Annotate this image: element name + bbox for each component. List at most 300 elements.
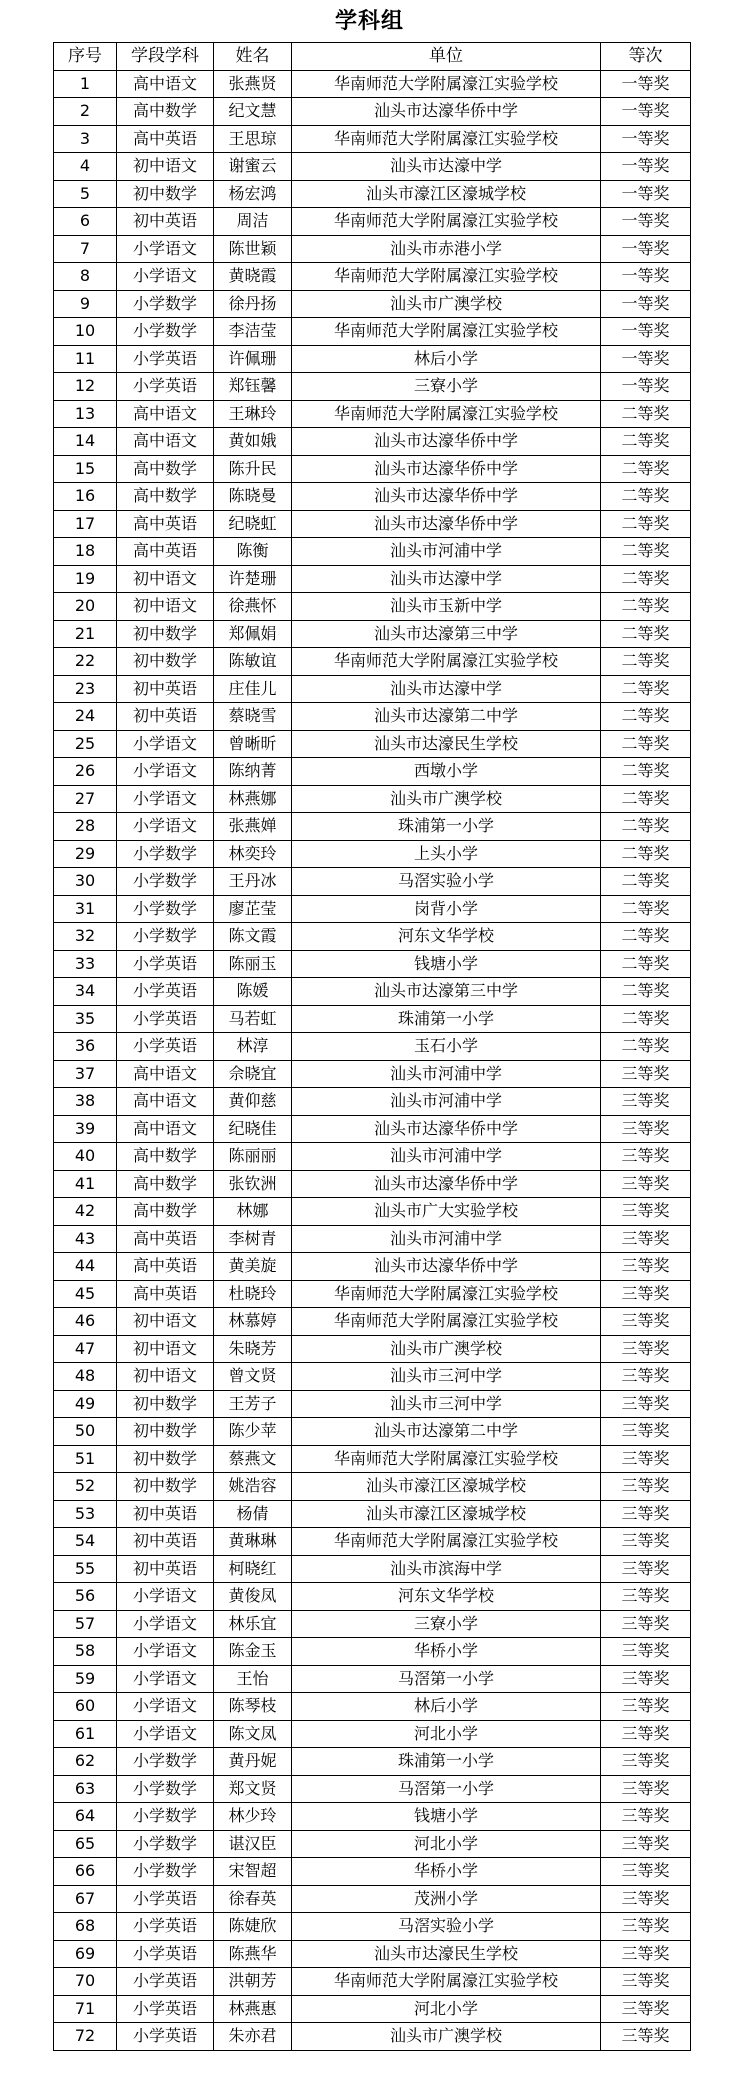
- cell-award: 三等奖: [601, 1830, 691, 1858]
- cell-name: 李洁莹: [214, 318, 292, 346]
- cell-school: 华南师范大学附属濠江实验学校: [292, 1308, 601, 1336]
- cell-school: 汕头市玉新中学: [292, 593, 601, 621]
- cell-school: 汕头市河浦中学: [292, 1060, 601, 1088]
- cell-award: 三等奖: [601, 1638, 691, 1666]
- cell-index: 30: [54, 868, 117, 896]
- table-row: [54, 1280, 691, 1308]
- cell-school: 珠浦第一小学: [292, 813, 601, 841]
- cell-index: 39: [54, 1115, 117, 1143]
- cell-school: 汕头市达濠第三中学: [292, 620, 601, 648]
- cell-name: 谌汉臣: [214, 1830, 292, 1858]
- cell-award: 三等奖: [601, 1363, 691, 1391]
- cell-name: 王思琼: [214, 125, 292, 153]
- cell-school: 汕头市达濠中学: [292, 153, 601, 181]
- cell-index: 49: [54, 1390, 117, 1418]
- cell-school: 汕头市三河中学: [292, 1390, 601, 1418]
- cell-subject: 小学英语: [117, 1005, 214, 1033]
- cell-award: 三等奖: [601, 1170, 691, 1198]
- cell-school: 钱塘小学: [292, 1803, 601, 1831]
- cell-award: 三等奖: [601, 1748, 691, 1776]
- cell-index: 33: [54, 950, 117, 978]
- cell-school: 汕头市达濠华侨中学: [292, 483, 601, 511]
- table-row: [54, 648, 691, 676]
- cell-school: 汕头市达濠华侨中学: [292, 1170, 601, 1198]
- table-row: [54, 1968, 691, 1996]
- cell-subject: 初中语文: [117, 153, 214, 181]
- cell-subject: 高中语文: [117, 1060, 214, 1088]
- cell-award: 三等奖: [601, 1390, 691, 1418]
- cell-subject: 初中数学: [117, 1445, 214, 1473]
- cell-index: 12: [54, 373, 117, 401]
- cell-award: 二等奖: [601, 565, 691, 593]
- cell-award: 二等奖: [601, 1033, 691, 1061]
- cell-index: 14: [54, 428, 117, 456]
- cell-school: 汕头市广澳学校: [292, 785, 601, 813]
- cell-subject: 小学英语: [117, 1968, 214, 1996]
- cell-award: 三等奖: [601, 1775, 691, 1803]
- cell-subject: 初中数学: [117, 1390, 214, 1418]
- cell-subject: 初中英语: [117, 675, 214, 703]
- cell-subject: 初中英语: [117, 208, 214, 236]
- cell-subject: 小学数学: [117, 923, 214, 951]
- cell-name: 陈丽玉: [214, 950, 292, 978]
- cell-name: 纪文慧: [214, 98, 292, 126]
- table-row: [54, 1143, 691, 1171]
- cell-school: 汕头市濠江区濠城学校: [292, 1473, 601, 1501]
- table-row: [54, 1693, 691, 1721]
- cell-award: 二等奖: [601, 895, 691, 923]
- cell-name: 林少玲: [214, 1803, 292, 1831]
- cell-school: 汕头市广澳学校: [292, 2023, 601, 2051]
- cell-award: 三等奖: [601, 1335, 691, 1363]
- cell-subject: 小学数学: [117, 290, 214, 318]
- table-row: [54, 400, 691, 428]
- cell-subject: 高中数学: [117, 1198, 214, 1226]
- cell-index: 45: [54, 1280, 117, 1308]
- cell-school: 马滘实验小学: [292, 1913, 601, 1941]
- cell-school: 汕头市达濠第三中学: [292, 978, 601, 1006]
- cell-school: 河东文华学校: [292, 923, 601, 951]
- table-row: [54, 1528, 691, 1556]
- cell-name: 纪晓虹: [214, 510, 292, 538]
- table-row: [54, 1115, 691, 1143]
- cell-school: 三寮小学: [292, 373, 601, 401]
- cell-index: 10: [54, 318, 117, 346]
- table-row: [54, 1555, 691, 1583]
- table-row: [54, 1995, 691, 2023]
- cell-award: 一等奖: [601, 373, 691, 401]
- cell-school: 汕头市赤港小学: [292, 235, 601, 263]
- cell-index: 40: [54, 1143, 117, 1171]
- cell-name: 朱亦君: [214, 2023, 292, 2051]
- cell-index: 18: [54, 538, 117, 566]
- cell-index: 9: [54, 290, 117, 318]
- cell-subject: 小学英语: [117, 2023, 214, 2051]
- cell-subject: 小学英语: [117, 1913, 214, 1941]
- cell-subject: 高中数学: [117, 1170, 214, 1198]
- cell-subject: 初中数学: [117, 180, 214, 208]
- cell-school: 汕头市达濠华侨中学: [292, 428, 601, 456]
- cell-school: 汕头市达濠民生学校: [292, 730, 601, 758]
- cell-award: 二等奖: [601, 483, 691, 511]
- cell-name: 许佩珊: [214, 345, 292, 373]
- cell-subject: 小学数学: [117, 1775, 214, 1803]
- cell-school: 西墩小学: [292, 758, 601, 786]
- cell-subject: 高中数学: [117, 455, 214, 483]
- cell-award: 三等奖: [601, 1143, 691, 1171]
- cell-award: 二等奖: [601, 978, 691, 1006]
- cell-award: 二等奖: [601, 510, 691, 538]
- cell-school: 华南师范大学附属濠江实验学校: [292, 1445, 601, 1473]
- cell-index: 52: [54, 1473, 117, 1501]
- cell-name: 姚浩容: [214, 1473, 292, 1501]
- cell-index: 59: [54, 1665, 117, 1693]
- cell-index: 24: [54, 703, 117, 731]
- cell-subject: 小学语文: [117, 235, 214, 263]
- cell-index: 38: [54, 1088, 117, 1116]
- cell-school: 汕头市达濠中学: [292, 675, 601, 703]
- header-name: 姓名: [214, 43, 292, 71]
- cell-subject: 初中数学: [117, 620, 214, 648]
- cell-name: 陈升民: [214, 455, 292, 483]
- cell-subject: 高中语文: [117, 1088, 214, 1116]
- cell-name: 林淳: [214, 1033, 292, 1061]
- cell-award: 三等奖: [601, 1115, 691, 1143]
- cell-award: 二等奖: [601, 400, 691, 428]
- cell-award: 二等奖: [601, 538, 691, 566]
- cell-name: 黄俊凤: [214, 1583, 292, 1611]
- cell-award: 三等奖: [601, 1665, 691, 1693]
- cell-index: 56: [54, 1583, 117, 1611]
- table-row: [54, 1225, 691, 1253]
- cell-name: 陈琴枝: [214, 1693, 292, 1721]
- cell-award: 二等奖: [601, 840, 691, 868]
- cell-school: 三寮小学: [292, 1610, 601, 1638]
- cell-name: 林乐宜: [214, 1610, 292, 1638]
- table-row: [54, 840, 691, 868]
- cell-name: 郑佩娟: [214, 620, 292, 648]
- cell-award: 一等奖: [601, 180, 691, 208]
- cell-school: 汕头市广澳学校: [292, 1335, 601, 1363]
- cell-index: 16: [54, 483, 117, 511]
- cell-school: 河东文华学校: [292, 1583, 601, 1611]
- cell-award: 二等奖: [601, 675, 691, 703]
- cell-school: 汕头市广澳学校: [292, 290, 601, 318]
- table-row: [54, 593, 691, 621]
- cell-name: 王怡: [214, 1665, 292, 1693]
- cell-name: 陈金玉: [214, 1638, 292, 1666]
- cell-name: 陈纳菁: [214, 758, 292, 786]
- cell-index: 15: [54, 455, 117, 483]
- cell-subject: 小学语文: [117, 1610, 214, 1638]
- table-row: [54, 1390, 691, 1418]
- cell-name: 周洁: [214, 208, 292, 236]
- table-row: [54, 235, 691, 263]
- cell-award: 三等奖: [601, 1940, 691, 1968]
- table-row: [54, 1638, 691, 1666]
- table-row: [54, 1473, 691, 1501]
- table-row: [54, 208, 691, 236]
- table-row: [54, 1060, 691, 1088]
- cell-award: 三等奖: [601, 1583, 691, 1611]
- cell-subject: 小学数学: [117, 1830, 214, 1858]
- cell-award: 一等奖: [601, 318, 691, 346]
- cell-name: 谢蜜云: [214, 153, 292, 181]
- cell-award: 三等奖: [601, 1198, 691, 1226]
- cell-index: 3: [54, 125, 117, 153]
- cell-school: 马滘第一小学: [292, 1665, 601, 1693]
- cell-subject: 高中语文: [117, 70, 214, 98]
- cell-index: 68: [54, 1913, 117, 1941]
- cell-award: 三等奖: [601, 1088, 691, 1116]
- cell-index: 42: [54, 1198, 117, 1226]
- cell-award: 一等奖: [601, 263, 691, 291]
- cell-index: 25: [54, 730, 117, 758]
- cell-index: 53: [54, 1500, 117, 1528]
- table-row: [54, 70, 691, 98]
- cell-award: 二等奖: [601, 593, 691, 621]
- table-row: [54, 428, 691, 456]
- cell-index: 55: [54, 1555, 117, 1583]
- cell-subject: 初中英语: [117, 703, 214, 731]
- cell-award: 三等奖: [601, 1858, 691, 1886]
- cell-index: 44: [54, 1253, 117, 1281]
- cell-award: 二等奖: [601, 428, 691, 456]
- table-row: [54, 1033, 691, 1061]
- cell-school: 钱塘小学: [292, 950, 601, 978]
- cell-award: 二等奖: [601, 923, 691, 951]
- cell-subject: 小学英语: [117, 1885, 214, 1913]
- cell-school: 岗背小学: [292, 895, 601, 923]
- cell-subject: 高中数学: [117, 483, 214, 511]
- cell-name: 张燕贤: [214, 70, 292, 98]
- cell-school: 珠浦第一小学: [292, 1748, 601, 1776]
- cell-award: 一等奖: [601, 125, 691, 153]
- cell-index: 7: [54, 235, 117, 263]
- cell-school: 马滘第一小学: [292, 1775, 601, 1803]
- table-row: [54, 978, 691, 1006]
- cell-award: 三等奖: [601, 1060, 691, 1088]
- cell-name: 杜晓玲: [214, 1280, 292, 1308]
- table-row: [54, 950, 691, 978]
- cell-award: 一等奖: [601, 345, 691, 373]
- cell-name: 曾晰昕: [214, 730, 292, 758]
- cell-index: 62: [54, 1748, 117, 1776]
- cell-index: 35: [54, 1005, 117, 1033]
- cell-school: 汕头市达濠第二中学: [292, 703, 601, 731]
- cell-award: 三等奖: [601, 1473, 691, 1501]
- cell-award: 三等奖: [601, 1610, 691, 1638]
- header-award: 等次: [601, 43, 691, 71]
- cell-school: 华南师范大学附属濠江实验学校: [292, 208, 601, 236]
- table-row: [54, 483, 691, 511]
- cell-award: 三等奖: [601, 1555, 691, 1583]
- cell-award: 三等奖: [601, 1995, 691, 2023]
- cell-subject: 高中语文: [117, 400, 214, 428]
- cell-index: 69: [54, 1940, 117, 1968]
- cell-index: 71: [54, 1995, 117, 2023]
- table-row: [54, 455, 691, 483]
- cell-name: 王芳子: [214, 1390, 292, 1418]
- table-row: [54, 1088, 691, 1116]
- cell-name: 马若虹: [214, 1005, 292, 1033]
- cell-award: 二等奖: [601, 730, 691, 758]
- cell-subject: 高中英语: [117, 510, 214, 538]
- cell-index: 36: [54, 1033, 117, 1061]
- cell-index: 48: [54, 1363, 117, 1391]
- cell-award: 二等奖: [601, 785, 691, 813]
- table-row: [54, 1748, 691, 1776]
- cell-name: 洪朝芳: [214, 1968, 292, 1996]
- cell-award: 二等奖: [601, 620, 691, 648]
- cell-award: 二等奖: [601, 758, 691, 786]
- cell-subject: 初中语文: [117, 565, 214, 593]
- table-row: [54, 1445, 691, 1473]
- cell-school: 华桥小学: [292, 1858, 601, 1886]
- cell-subject: 小学语文: [117, 785, 214, 813]
- award-table: [53, 42, 691, 2051]
- cell-subject: 高中英语: [117, 1225, 214, 1253]
- cell-index: 20: [54, 593, 117, 621]
- table-row: [54, 1665, 691, 1693]
- cell-name: 徐丹扬: [214, 290, 292, 318]
- cell-school: 马滘实验小学: [292, 868, 601, 896]
- cell-subject: 小学英语: [117, 978, 214, 1006]
- cell-index: 57: [54, 1610, 117, 1638]
- table-row: [54, 1308, 691, 1336]
- cell-school: 汕头市广大实验学校: [292, 1198, 601, 1226]
- header-subject: 学段学科: [117, 43, 214, 71]
- cell-award: 三等奖: [601, 1500, 691, 1528]
- table-row: [54, 1198, 691, 1226]
- cell-school: 华南师范大学附属濠江实验学校: [292, 1528, 601, 1556]
- table-row: [54, 1830, 691, 1858]
- cell-index: 4: [54, 153, 117, 181]
- table-row: [54, 538, 691, 566]
- table-body: [54, 70, 691, 2050]
- cell-school: 汕头市滨海中学: [292, 1555, 601, 1583]
- cell-subject: 小学语文: [117, 1638, 214, 1666]
- cell-name: 佘晓宜: [214, 1060, 292, 1088]
- cell-school: 汕头市达濠华侨中学: [292, 1115, 601, 1143]
- table-row: [54, 1253, 691, 1281]
- cell-index: 63: [54, 1775, 117, 1803]
- cell-name: 宋智超: [214, 1858, 292, 1886]
- cell-index: 26: [54, 758, 117, 786]
- cell-index: 50: [54, 1418, 117, 1446]
- cell-award: 一等奖: [601, 208, 691, 236]
- cell-award: 三等奖: [601, 1885, 691, 1913]
- cell-subject: 高中英语: [117, 1280, 214, 1308]
- cell-school: 河北小学: [292, 1830, 601, 1858]
- cell-subject: 高中英语: [117, 1253, 214, 1281]
- cell-subject: 小学语文: [117, 1583, 214, 1611]
- cell-school: 汕头市达濠华侨中学: [292, 1253, 601, 1281]
- cell-index: 21: [54, 620, 117, 648]
- cell-award: 三等奖: [601, 1308, 691, 1336]
- cell-subject: 小学英语: [117, 1033, 214, 1061]
- cell-school: 汕头市达濠华侨中学: [292, 98, 601, 126]
- cell-index: 60: [54, 1693, 117, 1721]
- cell-award: 三等奖: [601, 1803, 691, 1831]
- table-row: [54, 1005, 691, 1033]
- cell-award: 二等奖: [601, 1005, 691, 1033]
- cell-index: 1: [54, 70, 117, 98]
- cell-name: 杨宏鸿: [214, 180, 292, 208]
- cell-subject: 初中数学: [117, 1473, 214, 1501]
- cell-name: 郑钰馨: [214, 373, 292, 401]
- cell-award: 三等奖: [601, 1528, 691, 1556]
- cell-award: 三等奖: [601, 1913, 691, 1941]
- cell-index: 43: [54, 1225, 117, 1253]
- table-row: [54, 1720, 691, 1748]
- cell-school: 华南师范大学附属濠江实验学校: [292, 648, 601, 676]
- cell-name: 徐春英: [214, 1885, 292, 1913]
- cell-name: 林慕婷: [214, 1308, 292, 1336]
- cell-index: 34: [54, 978, 117, 1006]
- cell-award: 三等奖: [601, 1968, 691, 1996]
- table-row: [54, 1940, 691, 1968]
- cell-index: 66: [54, 1858, 117, 1886]
- cell-index: 6: [54, 208, 117, 236]
- table-row: [54, 290, 691, 318]
- cell-name: 陈晓曼: [214, 483, 292, 511]
- cell-name: 徐燕怀: [214, 593, 292, 621]
- table-row: [54, 1610, 691, 1638]
- cell-school: 华南师范大学附属濠江实验学校: [292, 1280, 601, 1308]
- cell-award: 二等奖: [601, 950, 691, 978]
- table-row: [54, 153, 691, 181]
- cell-subject: 高中英语: [117, 125, 214, 153]
- cell-index: 70: [54, 1968, 117, 1996]
- cell-name: 郑文贤: [214, 1775, 292, 1803]
- cell-index: 11: [54, 345, 117, 373]
- cell-name: 张燕婵: [214, 813, 292, 841]
- table-row: [54, 1858, 691, 1886]
- cell-school: 玉石小学: [292, 1033, 601, 1061]
- cell-subject: 初中英语: [117, 1555, 214, 1583]
- cell-award: 二等奖: [601, 703, 691, 731]
- cell-name: 王琳玲: [214, 400, 292, 428]
- cell-subject: 初中语文: [117, 593, 214, 621]
- cell-subject: 小学数学: [117, 1748, 214, 1776]
- table-row: [54, 125, 691, 153]
- cell-award: 三等奖: [601, 1720, 691, 1748]
- cell-name: 陈丽丽: [214, 1143, 292, 1171]
- cell-subject: 初中数学: [117, 648, 214, 676]
- cell-school: 河北小学: [292, 1995, 601, 2023]
- cell-award: 一等奖: [601, 70, 691, 98]
- cell-award: 一等奖: [601, 153, 691, 181]
- cell-award: 三等奖: [601, 1225, 691, 1253]
- cell-index: 32: [54, 923, 117, 951]
- cell-school: 茂洲小学: [292, 1885, 601, 1913]
- table-row: [54, 318, 691, 346]
- cell-name: 陈衡: [214, 538, 292, 566]
- table-row: [54, 1885, 691, 1913]
- table-row: [54, 565, 691, 593]
- table-header-row: [54, 43, 691, 71]
- cell-name: 黄仰慈: [214, 1088, 292, 1116]
- cell-subject: 小学数学: [117, 1858, 214, 1886]
- cell-subject: 小学数学: [117, 895, 214, 923]
- cell-name: 黄丹妮: [214, 1748, 292, 1776]
- cell-subject: 小学英语: [117, 1940, 214, 1968]
- table-row: [54, 730, 691, 758]
- cell-award: 三等奖: [601, 1693, 691, 1721]
- cell-school: 汕头市河浦中学: [292, 538, 601, 566]
- header-school: 单位: [292, 43, 601, 71]
